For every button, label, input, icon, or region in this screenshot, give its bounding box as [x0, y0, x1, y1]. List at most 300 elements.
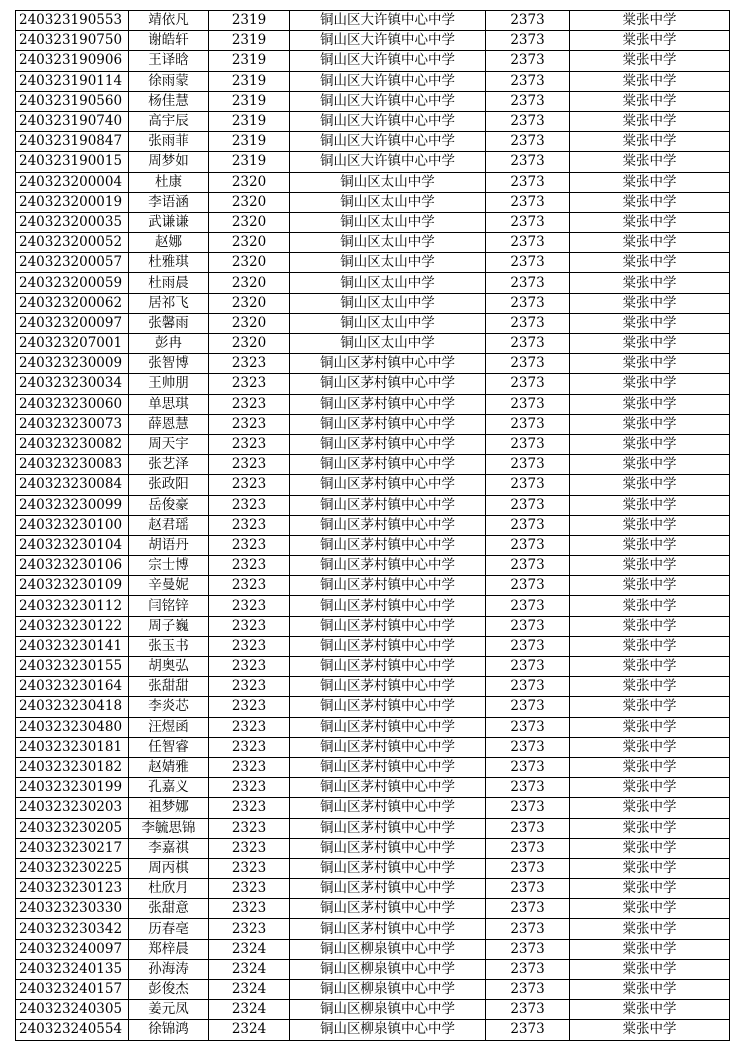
student-id-cell: 240323190553 — [16, 11, 129, 31]
table-row — [16, 556, 730, 576]
table-row — [16, 51, 730, 71]
school-name-cell: 铜山区太山中学 — [290, 293, 486, 313]
table-row — [16, 253, 730, 273]
student-name-cell: 杜雅琪 — [129, 253, 209, 273]
student-id-cell: 240323230480 — [16, 717, 129, 737]
school-code-cell: 2324 — [209, 939, 290, 959]
student-id-cell: 240323230164 — [16, 677, 129, 697]
table-row — [16, 1000, 730, 1020]
school-name-cell: 铜山区太山中学 — [290, 334, 486, 354]
student-name-cell: 姜元凤 — [129, 1000, 209, 1020]
table-row — [16, 535, 730, 555]
student-name-cell: 靖依凡 — [129, 11, 209, 31]
school-name-cell: 铜山区茅村镇中心中学 — [290, 757, 486, 777]
target-code-cell: 2373 — [486, 11, 570, 31]
school-code-cell: 2324 — [209, 1000, 290, 1020]
school-name-cell: 铜山区茅村镇中心中学 — [290, 899, 486, 919]
school-name-cell: 铜山区茅村镇中心中学 — [290, 556, 486, 576]
school-code-cell: 2324 — [209, 980, 290, 1000]
table-row — [16, 939, 730, 959]
school-code-cell: 2319 — [209, 111, 290, 131]
school-code-cell: 2323 — [209, 879, 290, 899]
table-row — [16, 697, 730, 717]
student-name-cell: 岳俊豪 — [129, 495, 209, 515]
table-row — [16, 818, 730, 838]
student-id-cell: 240323230073 — [16, 414, 129, 434]
target-code-cell: 2373 — [486, 51, 570, 71]
table-row — [16, 1020, 730, 1040]
table-row — [16, 838, 730, 858]
target-code-cell: 2373 — [486, 31, 570, 51]
student-id-cell: 240323190114 — [16, 71, 129, 91]
target-code-cell: 2373 — [486, 273, 570, 293]
target-code-cell: 2373 — [486, 717, 570, 737]
school-name-cell: 铜山区茅村镇中心中学 — [290, 737, 486, 757]
target-code-cell: 2373 — [486, 677, 570, 697]
school-name-cell: 铜山区柳泉镇中心中学 — [290, 980, 486, 1000]
school-code-cell: 2320 — [209, 233, 290, 253]
student-id-cell: 240323190015 — [16, 152, 129, 172]
student-name-cell: 周天宇 — [129, 434, 209, 454]
school-code-cell: 2323 — [209, 515, 290, 535]
target-school-cell: 棠张中学 — [570, 434, 730, 454]
student-id-cell: 240323230109 — [16, 576, 129, 596]
student-id-cell: 240323230199 — [16, 778, 129, 798]
school-name-cell: 铜山区茅村镇中心中学 — [290, 596, 486, 616]
table-row — [16, 677, 730, 697]
school-code-cell: 2319 — [209, 51, 290, 71]
school-code-cell: 2324 — [209, 959, 290, 979]
target-school-cell: 棠张中学 — [570, 757, 730, 777]
target-school-cell: 棠张中学 — [570, 132, 730, 152]
target-school-cell: 棠张中学 — [570, 1000, 730, 1020]
school-name-cell: 铜山区大许镇中心中学 — [290, 152, 486, 172]
student-name-cell: 杜欣月 — [129, 879, 209, 899]
target-code-cell: 2373 — [486, 636, 570, 656]
target-code-cell: 2373 — [486, 192, 570, 212]
target-code-cell: 2373 — [486, 233, 570, 253]
school-name-cell: 铜山区茅村镇中心中学 — [290, 495, 486, 515]
target-code-cell: 2373 — [486, 91, 570, 111]
school-code-cell: 2320 — [209, 293, 290, 313]
student-name-cell: 任智睿 — [129, 737, 209, 757]
school-code-cell: 2323 — [209, 535, 290, 555]
school-name-cell: 铜山区大许镇中心中学 — [290, 71, 486, 91]
admission-table — [15, 10, 730, 1041]
target-code-cell: 2373 — [486, 1020, 570, 1040]
student-id-cell: 240323200052 — [16, 233, 129, 253]
target-school-cell: 棠张中学 — [570, 919, 730, 939]
target-school-cell: 棠张中学 — [570, 354, 730, 374]
target-code-cell: 2373 — [486, 576, 570, 596]
student-id-cell: 240323230122 — [16, 616, 129, 636]
school-code-cell: 2323 — [209, 757, 290, 777]
target-school-cell: 棠张中学 — [570, 980, 730, 1000]
target-code-cell: 2373 — [486, 838, 570, 858]
school-name-cell: 铜山区大许镇中心中学 — [290, 51, 486, 71]
student-name-cell: 张智博 — [129, 354, 209, 374]
table-row — [16, 111, 730, 131]
target-code-cell: 2373 — [486, 434, 570, 454]
target-code-cell: 2373 — [486, 798, 570, 818]
school-code-cell: 2323 — [209, 737, 290, 757]
school-code-cell: 2320 — [209, 334, 290, 354]
target-code-cell: 2373 — [486, 334, 570, 354]
student-name-cell: 郑梓晨 — [129, 939, 209, 959]
table-row — [16, 737, 730, 757]
target-school-cell: 棠张中学 — [570, 535, 730, 555]
student-name-cell: 祖梦娜 — [129, 798, 209, 818]
student-name-cell: 彭俊杰 — [129, 980, 209, 1000]
school-name-cell: 铜山区茅村镇中心中学 — [290, 919, 486, 939]
target-code-cell: 2373 — [486, 535, 570, 555]
student-name-cell: 赵婧雅 — [129, 757, 209, 777]
target-code-cell: 2373 — [486, 71, 570, 91]
student-name-cell: 王译晗 — [129, 51, 209, 71]
target-code-cell: 2373 — [486, 374, 570, 394]
school-name-cell: 铜山区太山中学 — [290, 273, 486, 293]
table-row — [16, 757, 730, 777]
school-code-cell: 2323 — [209, 657, 290, 677]
student-id-cell: 240323230084 — [16, 475, 129, 495]
student-id-cell: 240323240554 — [16, 1020, 129, 1040]
student-name-cell: 张玉书 — [129, 636, 209, 656]
target-school-cell: 棠张中学 — [570, 374, 730, 394]
school-code-cell: 2323 — [209, 354, 290, 374]
school-name-cell: 铜山区太山中学 — [290, 172, 486, 192]
target-code-cell: 2373 — [486, 556, 570, 576]
student-id-cell: 240323190906 — [16, 51, 129, 71]
target-code-cell: 2373 — [486, 132, 570, 152]
table-row — [16, 717, 730, 737]
student-id-cell: 240323230100 — [16, 515, 129, 535]
student-id-cell: 240323230155 — [16, 657, 129, 677]
target-school-cell: 棠张中学 — [570, 172, 730, 192]
school-code-cell: 2323 — [209, 818, 290, 838]
target-school-cell: 棠张中学 — [570, 677, 730, 697]
school-code-cell: 2323 — [209, 899, 290, 919]
school-name-cell: 铜山区茅村镇中心中学 — [290, 616, 486, 636]
school-code-cell: 2319 — [209, 11, 290, 31]
student-id-cell: 240323200004 — [16, 172, 129, 192]
target-school-cell: 棠张中学 — [570, 111, 730, 131]
school-code-cell: 2319 — [209, 91, 290, 111]
table-row — [16, 293, 730, 313]
school-name-cell: 铜山区太山中学 — [290, 233, 486, 253]
target-school-cell: 棠张中学 — [570, 91, 730, 111]
school-code-cell: 2319 — [209, 31, 290, 51]
student-id-cell: 240323230099 — [16, 495, 129, 515]
target-school-cell: 棠张中学 — [570, 939, 730, 959]
target-code-cell: 2373 — [486, 313, 570, 333]
school-code-cell: 2323 — [209, 596, 290, 616]
target-school-cell: 棠张中学 — [570, 414, 730, 434]
target-code-cell: 2373 — [486, 757, 570, 777]
school-name-cell: 铜山区茅村镇中心中学 — [290, 475, 486, 495]
school-code-cell: 2323 — [209, 919, 290, 939]
school-name-cell: 铜山区太山中学 — [290, 212, 486, 232]
table-row — [16, 858, 730, 878]
target-code-cell: 2373 — [486, 697, 570, 717]
student-id-cell: 240323230009 — [16, 354, 129, 374]
student-name-cell: 李嘉祺 — [129, 838, 209, 858]
student-name-cell: 徐锦鸿 — [129, 1020, 209, 1040]
school-name-cell: 铜山区茅村镇中心中学 — [290, 697, 486, 717]
student-id-cell: 240323200059 — [16, 273, 129, 293]
student-name-cell: 杜康 — [129, 172, 209, 192]
student-id-cell: 240323230342 — [16, 919, 129, 939]
target-school-cell: 棠张中学 — [570, 334, 730, 354]
target-school-cell: 棠张中学 — [570, 475, 730, 495]
student-name-cell: 周子巍 — [129, 616, 209, 636]
target-school-cell: 棠张中学 — [570, 657, 730, 677]
school-name-cell: 铜山区柳泉镇中心中学 — [290, 959, 486, 979]
target-school-cell: 棠张中学 — [570, 778, 730, 798]
target-school-cell: 棠张中学 — [570, 616, 730, 636]
student-name-cell: 赵娜 — [129, 233, 209, 253]
table-row — [16, 596, 730, 616]
school-name-cell: 铜山区柳泉镇中心中学 — [290, 1000, 486, 1020]
school-code-cell: 2323 — [209, 414, 290, 434]
school-code-cell: 2323 — [209, 838, 290, 858]
school-code-cell: 2323 — [209, 697, 290, 717]
student-id-cell: 240323230418 — [16, 697, 129, 717]
table-row — [16, 919, 730, 939]
school-code-cell: 2323 — [209, 495, 290, 515]
school-name-cell: 铜山区茅村镇中心中学 — [290, 858, 486, 878]
student-id-cell: 240323230181 — [16, 737, 129, 757]
student-name-cell: 汪煜函 — [129, 717, 209, 737]
student-id-cell: 240323240305 — [16, 1000, 129, 1020]
school-code-cell: 2323 — [209, 394, 290, 414]
student-name-cell: 武谦谦 — [129, 212, 209, 232]
student-name-cell: 单思琪 — [129, 394, 209, 414]
school-code-cell: 2320 — [209, 313, 290, 333]
table-row — [16, 334, 730, 354]
school-name-cell: 铜山区茅村镇中心中学 — [290, 394, 486, 414]
student-name-cell: 历春亳 — [129, 919, 209, 939]
school-name-cell: 铜山区茅村镇中心中学 — [290, 798, 486, 818]
student-name-cell: 李毓思锦 — [129, 818, 209, 838]
table-row — [16, 515, 730, 535]
student-name-cell: 李炎芯 — [129, 697, 209, 717]
school-code-cell: 2320 — [209, 172, 290, 192]
target-code-cell: 2373 — [486, 1000, 570, 1020]
table-row — [16, 91, 730, 111]
target-code-cell: 2373 — [486, 879, 570, 899]
student-id-cell: 240323200057 — [16, 253, 129, 273]
table-row — [16, 879, 730, 899]
student-id-cell: 240323230203 — [16, 798, 129, 818]
student-name-cell: 杜雨晨 — [129, 273, 209, 293]
student-id-cell: 240323200062 — [16, 293, 129, 313]
student-name-cell: 张甜甜 — [129, 677, 209, 697]
school-name-cell: 铜山区茅村镇中心中学 — [290, 838, 486, 858]
table-row — [16, 31, 730, 51]
school-name-cell: 铜山区茅村镇中心中学 — [290, 657, 486, 677]
target-code-cell: 2373 — [486, 616, 570, 636]
student-name-cell: 居祁飞 — [129, 293, 209, 313]
target-code-cell: 2373 — [486, 111, 570, 131]
student-id-cell: 240323230106 — [16, 556, 129, 576]
table-row — [16, 778, 730, 798]
table-row — [16, 959, 730, 979]
school-code-cell: 2323 — [209, 717, 290, 737]
student-id-cell: 240323200097 — [16, 313, 129, 333]
school-name-cell: 铜山区茅村镇中心中学 — [290, 576, 486, 596]
student-id-cell: 240323200035 — [16, 212, 129, 232]
school-code-cell: 2319 — [209, 71, 290, 91]
table-row — [16, 616, 730, 636]
school-code-cell: 2320 — [209, 253, 290, 273]
table-row — [16, 71, 730, 91]
school-name-cell: 铜山区大许镇中心中学 — [290, 11, 486, 31]
school-name-cell: 铜山区太山中学 — [290, 192, 486, 212]
school-name-cell: 铜山区大许镇中心中学 — [290, 132, 486, 152]
student-name-cell: 张甜意 — [129, 899, 209, 919]
table-row — [16, 434, 730, 454]
student-id-cell: 240323230083 — [16, 455, 129, 475]
school-name-cell: 铜山区茅村镇中心中学 — [290, 455, 486, 475]
student-name-cell: 赵君瑶 — [129, 515, 209, 535]
school-name-cell: 铜山区大许镇中心中学 — [290, 91, 486, 111]
target-school-cell: 棠张中学 — [570, 596, 730, 616]
school-code-cell: 2323 — [209, 475, 290, 495]
school-code-cell: 2323 — [209, 616, 290, 636]
school-code-cell: 2320 — [209, 212, 290, 232]
table-row — [16, 233, 730, 253]
school-name-cell: 铜山区茅村镇中心中学 — [290, 374, 486, 394]
school-code-cell: 2319 — [209, 152, 290, 172]
student-id-cell: 240323230330 — [16, 899, 129, 919]
target-code-cell: 2373 — [486, 818, 570, 838]
school-name-cell: 铜山区柳泉镇中心中学 — [290, 939, 486, 959]
school-code-cell: 2324 — [209, 1020, 290, 1040]
target-code-cell: 2373 — [486, 293, 570, 313]
student-id-cell: 240323190740 — [16, 111, 129, 131]
student-id-cell: 240323190560 — [16, 91, 129, 111]
table-row — [16, 313, 730, 333]
student-id-cell: 240323230034 — [16, 374, 129, 394]
student-id-cell: 240323230217 — [16, 838, 129, 858]
target-code-cell: 2373 — [486, 414, 570, 434]
table-row — [16, 455, 730, 475]
table-row — [16, 899, 730, 919]
student-name-cell: 宗士博 — [129, 556, 209, 576]
target-code-cell: 2373 — [486, 959, 570, 979]
target-school-cell: 棠张中学 — [570, 899, 730, 919]
target-school-cell: 棠张中学 — [570, 71, 730, 91]
school-name-cell: 铜山区茅村镇中心中学 — [290, 717, 486, 737]
school-name-cell: 铜山区茅村镇中心中学 — [290, 535, 486, 555]
target-code-cell: 2373 — [486, 737, 570, 757]
school-name-cell: 铜山区大许镇中心中学 — [290, 31, 486, 51]
target-code-cell: 2373 — [486, 515, 570, 535]
school-name-cell: 铜山区茅村镇中心中学 — [290, 434, 486, 454]
target-school-cell: 棠张中学 — [570, 253, 730, 273]
student-name-cell: 辛曼妮 — [129, 576, 209, 596]
target-school-cell: 棠张中学 — [570, 1020, 730, 1040]
school-code-cell: 2323 — [209, 556, 290, 576]
table-row — [16, 172, 730, 192]
target-school-cell: 棠张中学 — [570, 31, 730, 51]
school-code-cell: 2323 — [209, 576, 290, 596]
target-school-cell: 棠张中学 — [570, 576, 730, 596]
target-school-cell: 棠张中学 — [570, 858, 730, 878]
student-id-cell: 240323207001 — [16, 334, 129, 354]
target-code-cell: 2373 — [486, 212, 570, 232]
student-name-cell: 孔嘉义 — [129, 778, 209, 798]
target-school-cell: 棠张中学 — [570, 192, 730, 212]
school-code-cell: 2323 — [209, 778, 290, 798]
target-school-cell: 棠张中学 — [570, 717, 730, 737]
target-school-cell: 棠张中学 — [570, 879, 730, 899]
target-code-cell: 2373 — [486, 980, 570, 1000]
target-code-cell: 2373 — [486, 858, 570, 878]
school-name-cell: 铜山区茅村镇中心中学 — [290, 818, 486, 838]
target-school-cell: 棠张中学 — [570, 394, 730, 414]
school-code-cell: 2320 — [209, 192, 290, 212]
table-row — [16, 414, 730, 434]
school-code-cell: 2319 — [209, 132, 290, 152]
table-row — [16, 132, 730, 152]
table-row — [16, 11, 730, 31]
table-row — [16, 636, 730, 656]
target-code-cell: 2373 — [486, 939, 570, 959]
school-name-cell: 铜山区太山中学 — [290, 313, 486, 333]
target-code-cell: 2373 — [486, 172, 570, 192]
student-id-cell: 240323230123 — [16, 879, 129, 899]
student-id-cell: 240323230182 — [16, 757, 129, 777]
student-id-cell: 240323190750 — [16, 31, 129, 51]
school-code-cell: 2323 — [209, 434, 290, 454]
table-row — [16, 192, 730, 212]
target-code-cell: 2373 — [486, 495, 570, 515]
school-name-cell: 铜山区茅村镇中心中学 — [290, 636, 486, 656]
student-id-cell: 240323240157 — [16, 980, 129, 1000]
student-name-cell: 李语涵 — [129, 192, 209, 212]
student-id-cell: 240323190847 — [16, 132, 129, 152]
student-name-cell: 薛恩慧 — [129, 414, 209, 434]
table-body — [16, 11, 730, 1041]
target-school-cell: 棠张中学 — [570, 838, 730, 858]
target-code-cell: 2373 — [486, 394, 570, 414]
target-code-cell: 2373 — [486, 253, 570, 273]
school-name-cell: 铜山区茅村镇中心中学 — [290, 515, 486, 535]
school-code-cell: 2323 — [209, 374, 290, 394]
table-row — [16, 980, 730, 1000]
student-id-cell: 240323230141 — [16, 636, 129, 656]
table-row — [16, 495, 730, 515]
school-code-cell: 2323 — [209, 858, 290, 878]
target-code-cell: 2373 — [486, 596, 570, 616]
target-school-cell: 棠张中学 — [570, 293, 730, 313]
target-school-cell: 棠张中学 — [570, 11, 730, 31]
student-id-cell: 240323230104 — [16, 535, 129, 555]
target-school-cell: 棠张中学 — [570, 798, 730, 818]
table-row — [16, 576, 730, 596]
school-name-cell: 铜山区茅村镇中心中学 — [290, 354, 486, 374]
table-row — [16, 374, 730, 394]
table-row — [16, 798, 730, 818]
student-name-cell: 孙海涛 — [129, 959, 209, 979]
student-name-cell: 周丙棋 — [129, 858, 209, 878]
student-name-cell: 王帅朋 — [129, 374, 209, 394]
school-code-cell: 2323 — [209, 636, 290, 656]
target-code-cell: 2373 — [486, 354, 570, 374]
target-school-cell: 棠张中学 — [570, 495, 730, 515]
student-name-cell: 胡语丹 — [129, 535, 209, 555]
